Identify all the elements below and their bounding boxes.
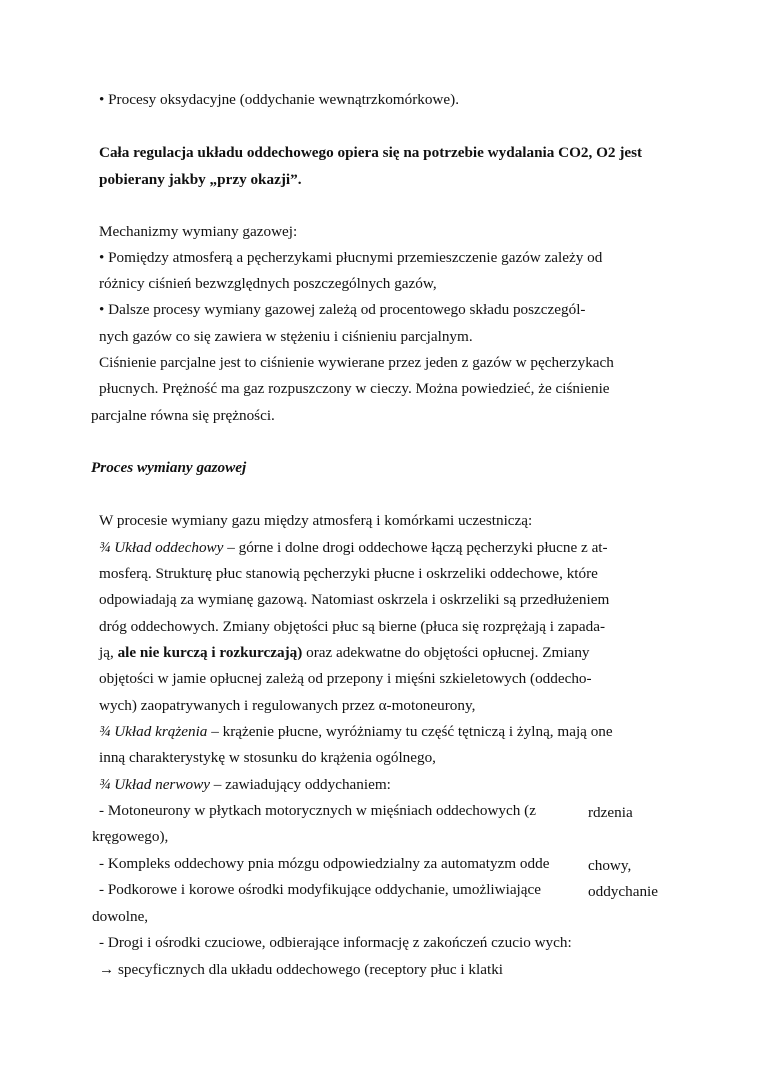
- item-label: ¾ Układ oddechowy –: [99, 539, 235, 556]
- item-text: zawiadujący oddychaniem:: [225, 776, 391, 793]
- text-line: mosferą. Strukturę płuc stanowią pęcherzyki płucne i oskrzeliki oddechowe, które: [99, 565, 598, 582]
- text-line: [99, 644, 590, 662]
- text-line: W procesie wymiany gazu między atmosferą i komórkami uczestniczą:: [99, 512, 533, 529]
- text-line: inną charakterystykę w stosunku do krążenia ogólnego,: [99, 749, 436, 766]
- text-line: Ciśnienie parcjalne jest to ciśnienie wywierane przez jeden z gazów w pęcherzykach: [99, 354, 614, 371]
- text-line: parcjalne równa się prężności.: [91, 407, 275, 424]
- text-line: płucnych. Prężność ma gaz rozpuszczony w cieczy. Można powiedzieć, że ciśnienie: [99, 380, 610, 397]
- text-line: - Podkorowe i korowe ośrodki modyfikujące oddychanie, umożliwiające: [99, 881, 542, 898]
- text-run: oraz adekwatne do objętości opłucnej. Zmiany: [306, 644, 590, 661]
- item-text: krążenie płucne, wyróżniamy tu część tętniczą i żylną, mają one: [222, 723, 613, 740]
- text-line: • Dalsze procesy wymiany gazowej zależą od procentowego składu poszczegól-: [99, 301, 586, 318]
- list-item: [99, 723, 613, 741]
- text-line: • Procesy oksydacyjne (oddychanie wewnątrzkomórkowe).: [99, 91, 459, 108]
- text-line: Mechanizmy wymiany gazowej:: [99, 223, 298, 240]
- item-label: ¾ Układ krążenia –: [99, 723, 219, 740]
- text-run: ją,: [99, 644, 114, 661]
- text-line: wych) zaopatrywanych i regulowanych przez α-motoneurony,: [99, 697, 476, 714]
- text-line: objętości w jamie opłucnej zależą od przepony i mięśni szkieletowych (oddecho-: [99, 670, 592, 687]
- text-line: dowolne,: [92, 908, 149, 925]
- section-heading: Proces wymiany gazowej: [91, 459, 247, 476]
- text-line: odpowiadają za wymianę gazową. Natomiast oskrzela i oskrzeliki są przedłużeniem: [99, 591, 610, 608]
- text-line: - Drogi i ośrodki czuciowe, odbierające informację z zakończeń czucio wych:: [99, 934, 572, 951]
- text-line: chowy,: [588, 857, 632, 874]
- text-line: kręgowego),: [92, 828, 169, 845]
- text-line: → specyficznych dla układu oddechowego (receptory płuc i klatki: [99, 961, 504, 978]
- bold-text-run: ale nie kurczą i rozkurczają): [117, 644, 303, 661]
- bold-statement-line: Cała regulacja układu oddechowego opiera się na potrzebie wydalania CO2, O2 jest: [99, 144, 643, 161]
- bold-statement-line: pobierany jakby „przy okazji”.: [99, 171, 302, 188]
- text-line: - Kompleks oddechowy pnia mózgu odpowiedzialny za automatyzm odde: [99, 855, 550, 872]
- text-line: dróg oddechowych. Zmiany objętości płuc są bierne (płuca się rozprężają i zapada-: [99, 618, 606, 635]
- text-line: różnicy ciśnień bezwzględnych poszczególnych gazów,: [99, 275, 437, 292]
- text-line: rdzenia: [588, 804, 633, 821]
- text-line: • Pomiędzy atmosferą a pęcherzykami płucnymi przemieszczenie gazów zależy od: [99, 249, 603, 266]
- item-label: ¾ Układ nerwowy –: [99, 776, 222, 793]
- item-text: górne i dolne drogi oddechowe łączą pęcherzyki płucne z at-: [238, 539, 608, 556]
- list-item: [99, 776, 391, 794]
- text-line: nych gazów co się zawiera w stężeniu i ciśnieniu parcjalnym.: [99, 328, 473, 345]
- text-line: - Motoneurony w płytkach motorycznych w mięśniach oddechowych (z: [99, 802, 536, 819]
- list-item: [99, 539, 608, 557]
- text-line: oddychanie: [588, 883, 659, 900]
